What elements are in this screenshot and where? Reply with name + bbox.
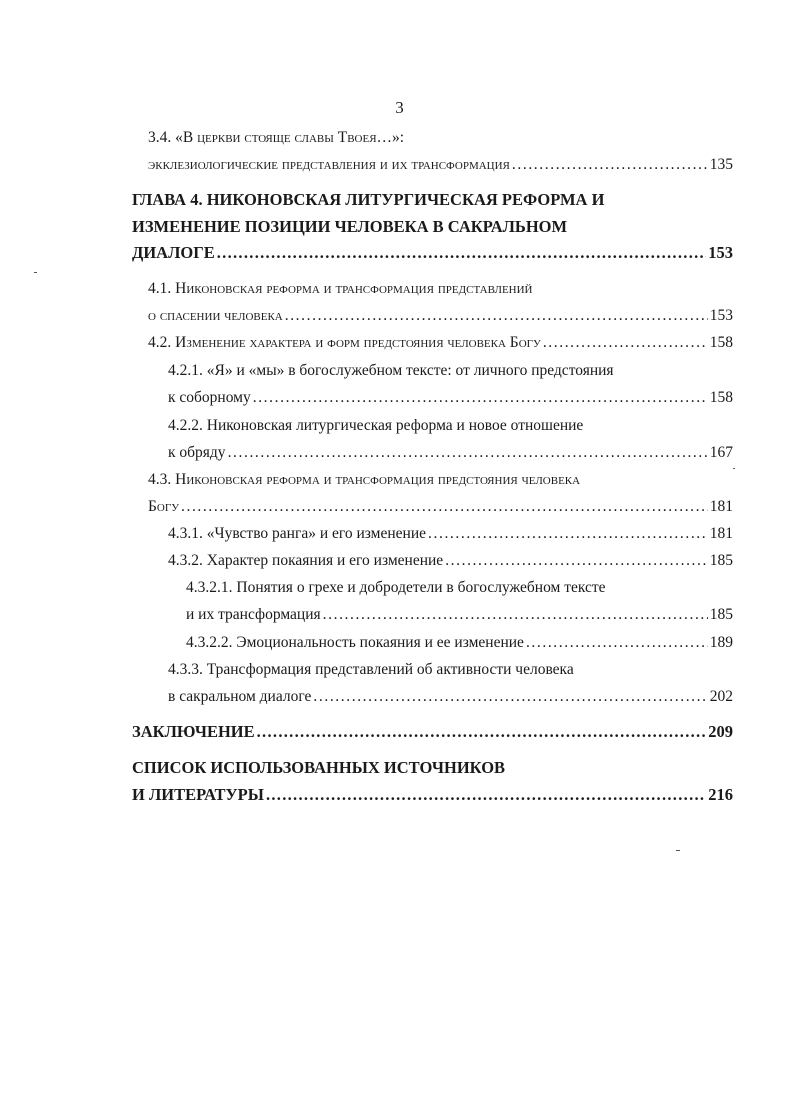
scan-speck: [34, 272, 37, 273]
toc-4-2-1-title: 4.2.1. «Я» и «мы» в богослужебном тексте: от личного предстояния: [168, 362, 614, 379]
toc-page-number: 189: [709, 634, 733, 651]
toc-page-number: 167: [709, 444, 733, 461]
toc-4-1-title: 4.1. Никоновская реформа и трансформация представлений: [148, 280, 533, 297]
toc-bibliography-title: СПИСОК ИСПОЛЬЗОВАННЫХ ИСТОЧНИКОВ: [132, 758, 506, 777]
toc-4-2-1-entry[interactable]: к соборному ..... 158: [168, 388, 733, 408]
toc-4-3-3-entry[interactable]: в сакральном диалоге ..... 202: [168, 687, 733, 707]
dot-leader: [445, 551, 708, 571]
toc-page-number: 181: [709, 525, 733, 542]
toc-4-3-entry[interactable]: Богу ..... 181: [148, 497, 733, 517]
toc-chapter-4-title: ГЛАВА 4. НИКОНОВСКАЯ ЛИТУРГИЧЕСКАЯ РЕФОРМА И: [132, 190, 605, 209]
toc-conclusion-entry[interactable]: ЗАКЛЮЧЕНИЕ ..... 209: [132, 722, 733, 742]
toc-4-2-entry[interactable]: 4.2. Изменение характера и форм предстояния человека Богу ..... 158: [148, 333, 733, 353]
scan-speck: [676, 850, 680, 851]
dot-leader: [217, 243, 707, 263]
toc-4-2-2-entry[interactable]: к обряду ..... 167: [168, 443, 733, 463]
toc-bibliography-entry[interactable]: И ЛИТЕРАТУРЫ ..... 216: [132, 785, 733, 805]
toc-page-number: 153: [709, 307, 733, 324]
toc-chapter-4-entry[interactable]: ДИАЛОГЕ ..... 153: [132, 243, 733, 263]
toc-page-number: 153: [708, 243, 733, 262]
dot-leader: [512, 155, 708, 175]
dot-leader: [313, 687, 707, 707]
toc-4-3-3-title: 4.3.3. Трансформация представлений об активности человека: [168, 661, 574, 678]
dot-leader: [543, 333, 708, 353]
toc-page-number: 185: [709, 606, 733, 623]
scan-speck: [733, 468, 735, 469]
toc-page-number: 202: [709, 688, 733, 705]
toc-4-2-2-title: 4.2.2. Никоновская литургическая реформа и новое отношение: [168, 417, 584, 434]
toc-4-3-2-entry[interactable]: 4.3.2. Характер покаяния и его изменение ..... 185: [168, 551, 733, 571]
dot-leader: [181, 497, 708, 517]
toc-page-number: 209: [708, 722, 733, 741]
toc-page-number: 216: [708, 785, 733, 804]
dot-leader: [526, 633, 708, 653]
toc-page-number: 185: [709, 552, 733, 569]
dot-leader: [228, 443, 708, 463]
dot-leader: [428, 524, 708, 544]
toc-4-3-2-1-title: 4.3.2.1. Понятия о грехе и добродетели в богослужебном тексте: [186, 579, 606, 596]
toc-4-1-entry[interactable]: о спасении человека ..... 153: [148, 306, 733, 326]
dot-leader: [266, 785, 706, 805]
toc-3-4-entry[interactable]: экклезиологические представления и их трансформация ..... 135: [148, 155, 733, 175]
dot-leader: [257, 722, 707, 742]
toc-4-3-2-1-entry[interactable]: и их трансформация ..... 185: [186, 605, 733, 625]
toc-page-number: 181: [709, 498, 733, 515]
dot-leader: [323, 605, 708, 625]
toc-4-3-2-2-entry[interactable]: 4.3.2.2. Эмоциональность покаяния и ее изменение ..... 189: [186, 633, 733, 653]
toc-page-number: 158: [709, 334, 733, 351]
toc-3-4-title: 3.4. «В церкви стояще славы Твоея…»:: [148, 129, 405, 146]
toc-page-number: 135: [709, 156, 733, 173]
toc-page-number: 158: [709, 389, 733, 406]
page-number: 3: [395, 98, 404, 117]
toc-4-3-title: 4.3. Никоновская реформа и трансформация предстояния человека: [148, 471, 581, 488]
toc-4-3-1-entry[interactable]: 4.3.1. «Чувство ранга» и его изменение ..... 181: [168, 524, 733, 544]
dot-leader: [253, 388, 708, 408]
dot-leader: [285, 306, 708, 326]
toc-chapter-4-title-cont: ИЗМЕНЕНИЕ ПОЗИЦИИ ЧЕЛОВЕКА В САКРАЛЬНОМ: [132, 217, 568, 236]
